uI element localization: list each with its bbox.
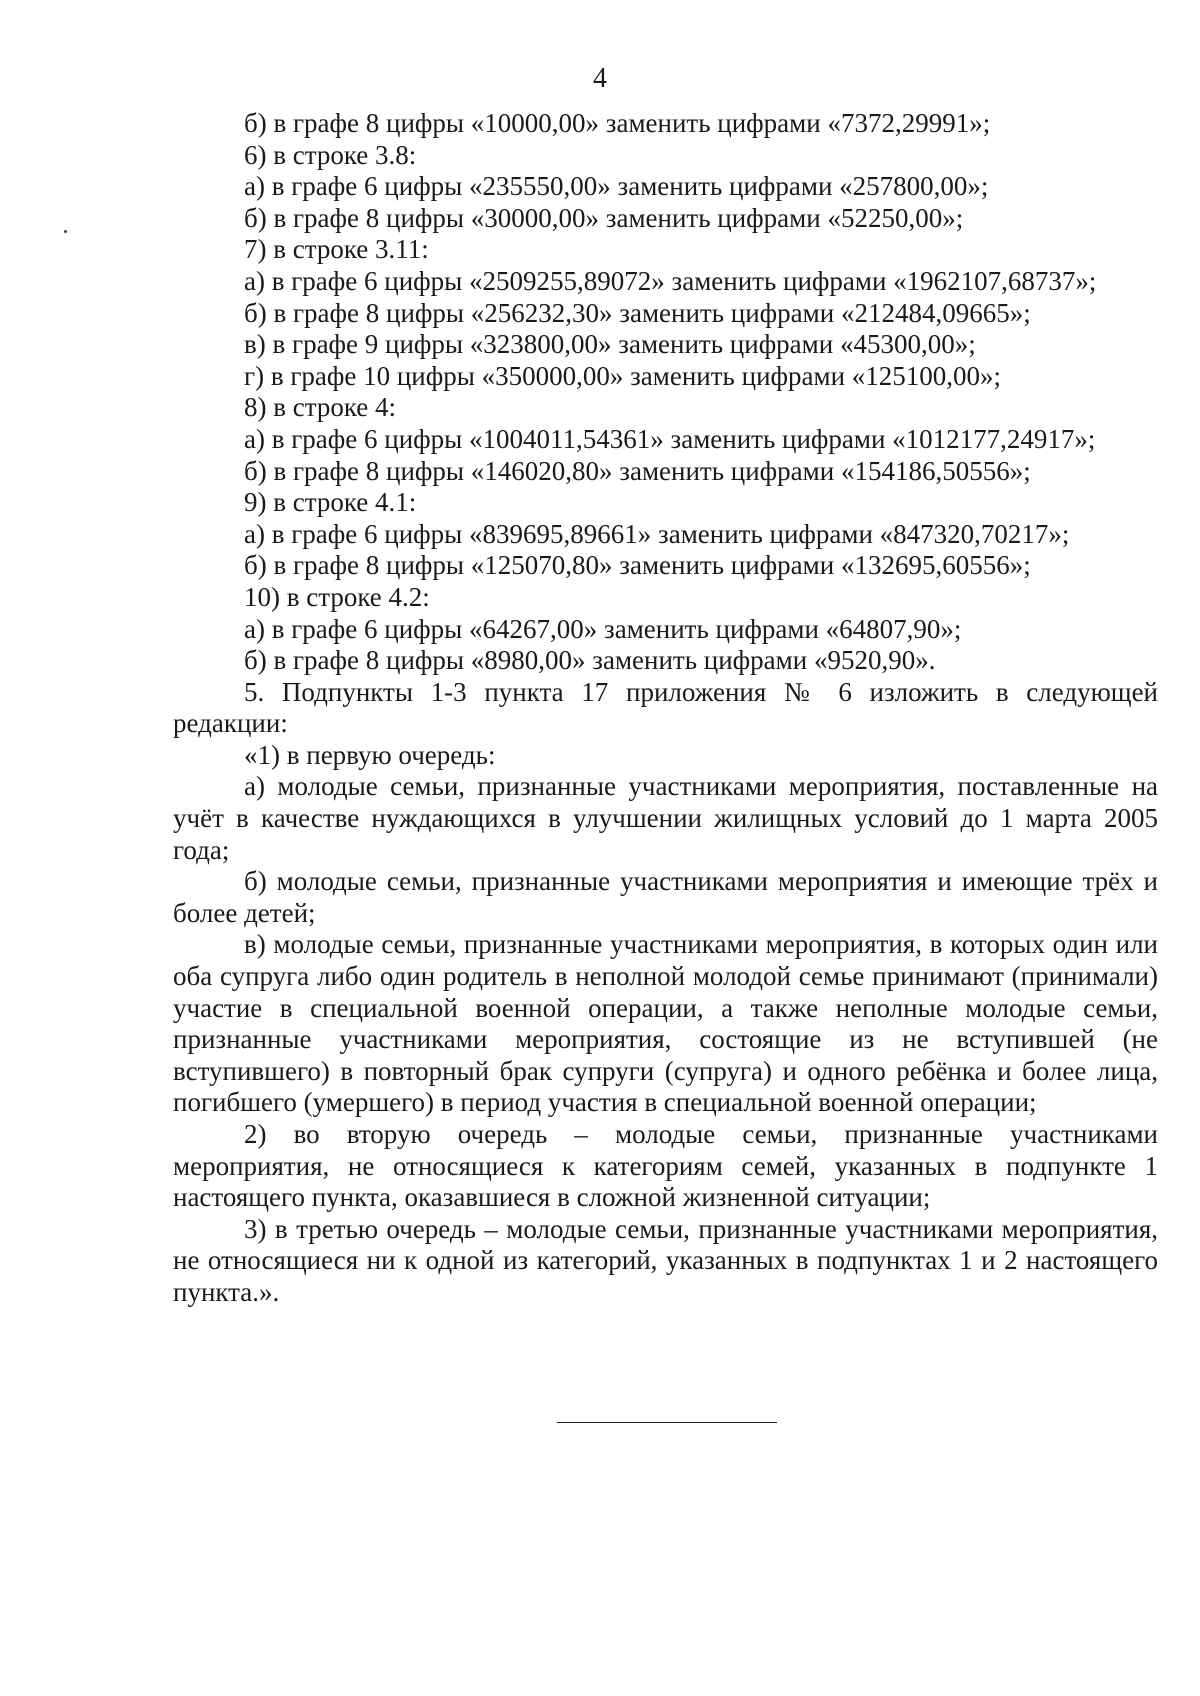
amendment-line: а) в графе 6 цифры «64267,00» заменить цифрами «64807,90»; [244,613,962,644]
amendment-line: 7) в строке 3.11: [244,234,429,265]
amendment-line: б) в графе 8 цифры «8980,00» заменить цифрами «9520,90». [244,645,936,676]
paragraph-third-priority: 3) в третью очередь – молодые семьи, признанные участниками мероприятия, не относящиеся ни к одной из категорий, указанных в подпунктах 1 и 2 настоящего пункта.». [173,1213,1158,1307]
amendment-line: 8) в строке 4: [244,392,397,423]
amendment-line: а) в графе 6 цифры «2509255,89072» заменить цифрами «1962107,68737»; [244,265,1097,296]
paragraph-first-priority: «1) в первую очередь: [244,739,496,770]
amendment-line: г) в графе 10 цифры «350000,00» заменить цифрами «125100,00»; [244,360,1002,391]
paragraph-first-priority-c: в) молодые семьи, признанные участниками мероприятия, в которых один или оба супруга либо один родитель в неполной молодой семье принимают (принимали) участие в специальной военной операции, а также неполные молодые семьи, признанные участниками мероприятия, состоящие из не вступившей (не вступившего) в повторный брак супруги (супруга) и одного ребёнка и более лица, погибшего (умершего) в период участия в специальной военной операции; [173,929,1158,1118]
amendment-line: б) в графе 8 цифры «10000,00» заменить цифрами «7372,29991»; [244,108,991,138]
amendment-line: 6) в строке 3.8: [244,139,417,170]
paragraph-item-5: 5. Подпункты 1-3 пункта 17 приложения № 6 изложить в следующей редакции: [173,676,1158,739]
amendment-line: а) в графе 6 цифры «839695,89661» заменить цифрами «847320,70217»; [244,518,1070,549]
amendment-line: б) в графе 8 цифры «125070,80» заменить цифрами «132695,60556»; [244,550,1031,581]
amendment-line: 9) в строке 4.1: [244,487,417,518]
document-body [173,108,1158,1309]
paragraph-first-priority-a: а) молодые семьи, признанные участниками мероприятия, поставленные на учёт в качестве нуждающихся в улучшении жилищных условий до 1 марта 2005 года; [173,771,1158,865]
amendment-line: 10) в строке 4.2: [244,581,430,612]
amendment-line: б) в графе 8 цифры «146020,80» заменить цифрами «154186,50556»; [244,455,1031,486]
scan-speck [64,230,67,233]
closing-divider [557,1422,777,1423]
amendment-line: б) в графе 8 цифры «256232,30» заменить цифрами «212484,09665»; [244,297,1031,328]
page-number: 4 [593,63,607,94]
amendment-line: а) в графе 6 цифры «235550,00» заменить цифрами «257800,00»; [244,171,989,202]
paragraph-first-priority-b: б) молодые семьи, признанные участниками мероприятия и имеющие трёх и более детей; [173,866,1158,928]
paragraph-second-priority: 2) во вторую очередь – молодые семьи, признанные участниками мероприятия, не относящиеся к категориям семей, указанных в подпункте 1 настоящего пункта, оказавшиеся в сложной жизненной ситуации; [173,1119,1158,1213]
amendment-line: а) в графе 6 цифры «1004011,54361» заменить цифрами «1012177,24917»; [244,423,1096,454]
amendment-line: б) в графе 8 цифры «30000,00» заменить цифрами «52250,00»; [244,202,964,233]
amendment-line: в) в графе 9 цифры «323800,00» заменить цифрами «45300,00»; [244,329,976,360]
